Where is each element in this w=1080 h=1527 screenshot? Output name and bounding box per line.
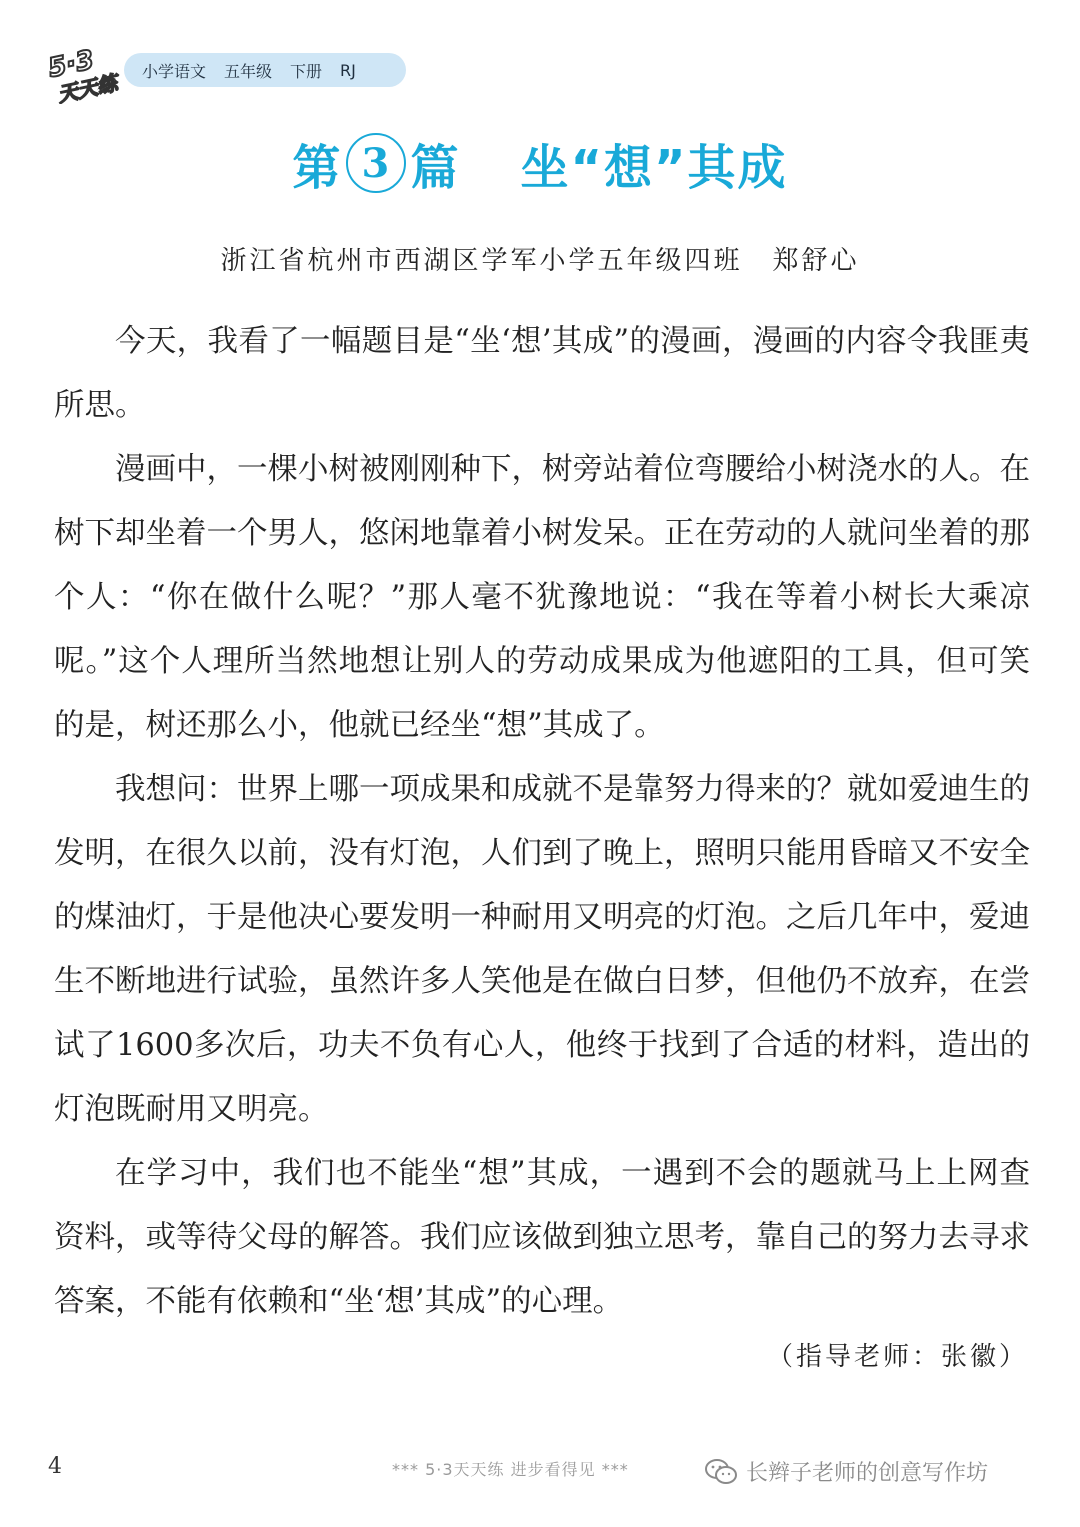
- wechat-icon: [704, 1458, 738, 1486]
- watermark-text: 长辫子老师的创意写作坊: [746, 1461, 989, 1486]
- paragraph: 在学习中，我们也不能坐“想”其成，一遇到不会的题就马上上网查资料，或等待父母的解答。我们应该做到独立思考，靠自己的努力去寻求答案，不能有依赖和“坐‘想’其成”的心理。: [54, 1156, 1030, 1319]
- article-title: [0, 128, 1080, 198]
- subject-label: 小学语文: [142, 61, 207, 81]
- author-line: [0, 240, 1080, 277]
- title-main: 坐“想”其成: [520, 139, 788, 196]
- volume-label: 下册: [290, 61, 323, 81]
- title-number: 3: [346, 133, 406, 193]
- author-name: 郑舒心: [772, 246, 860, 276]
- title-prefix: 第: [292, 139, 343, 196]
- paragraph: 我想问：世界上哪一项成果和成就不是靠努力得来的？就如爱迪生的发明，在很久以前，没有灯泡，人们到了晚上，照明只能用昏暗又不安全的煤油灯，于是他决心要发明一种耐用又明亮的灯泡。之后几年中，爱迪生不断地进行试验，虽然许多人笑他是在做白日梦，但他仍不放弃，在尝试了1600多次后，功夫不负有心人，他终于找到了合适的材料，造出的灯泡既耐用又明亮。: [54, 772, 1030, 1127]
- header-book-info: [124, 53, 406, 87]
- edition-label: RJ: [340, 60, 356, 80]
- teacher-credit: （指导老师：张徽）: [766, 1342, 1028, 1372]
- author-school: 浙江省杭州市西湖区学军小学五年级四班: [220, 246, 743, 276]
- paragraph: 漫画中，一棵小树被刚刚种下，树旁站着位弯腰给小树浇水的人。在树下却坐着一个男人，悠闲地靠着小树发呆。正在劳动的人就问坐着的那个人：“你在做什么呢？”那人毫不犹豫地说：“我在等着小树长大乘凉呢。”这个人理所当然地想让别人的劳动成果成为他遮阳的工具，但可笑的是，树还那么小，他就已经坐“想”其成了。: [54, 452, 1030, 743]
- paragraph: 今天，我看了一幅题目是“坐‘想’其成”的漫画，漫画的内容令我匪夷所思。: [54, 324, 1030, 423]
- footer-slogan: *** 5·3天天练 进步看得见 ***: [392, 1460, 629, 1479]
- watermark: [704, 1456, 988, 1487]
- svg-text:5·3: 5·3: [45, 45, 97, 84]
- brand-logo: [44, 40, 124, 104]
- page-number: 4: [48, 1454, 62, 1479]
- grade-label: 五年级: [224, 61, 273, 81]
- title-suffix: 篇: [410, 139, 461, 196]
- article-body: [54, 310, 1030, 1334]
- svg-text:天天练: 天天练: [55, 70, 120, 104]
